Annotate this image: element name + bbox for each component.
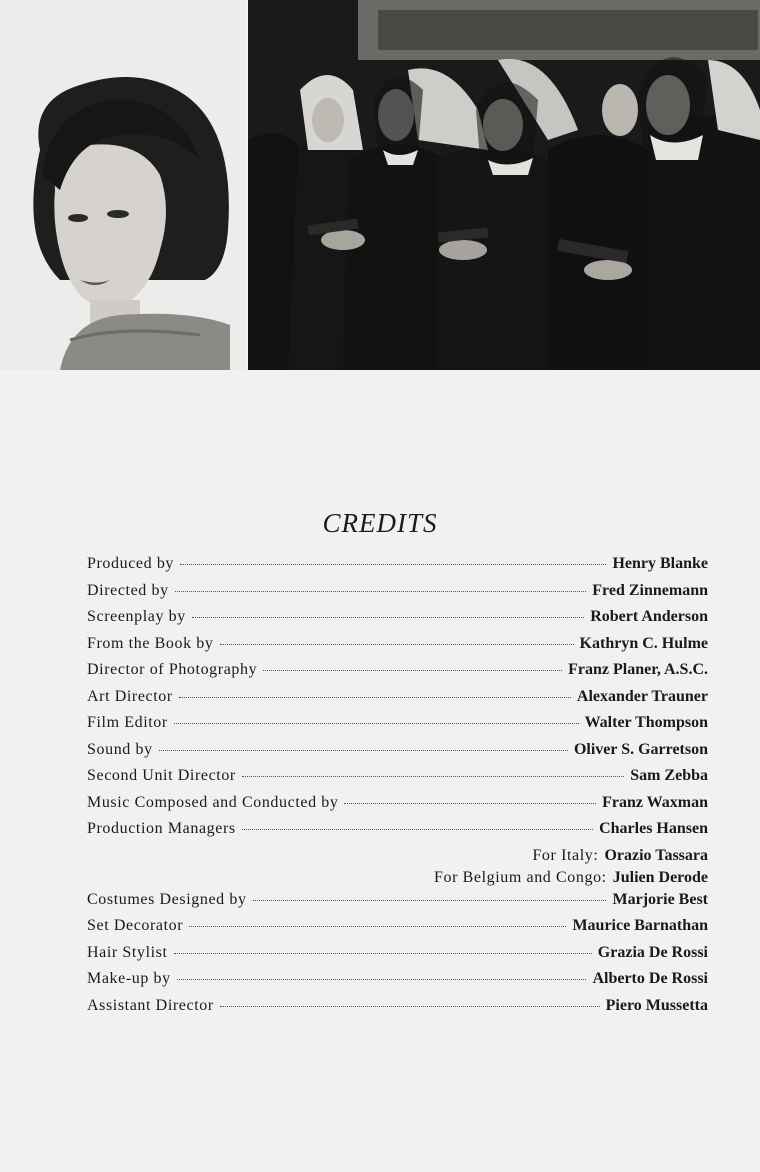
credit-role: Second Unit Director — [87, 767, 236, 784]
credit-name: Walter Thompson — [584, 714, 708, 731]
credit-sublabel: For Italy: — [532, 846, 599, 864]
credit-name: Franz Planer, A.S.C. — [568, 661, 708, 678]
credit-subrow — [87, 869, 708, 891]
credit-row — [87, 891, 708, 918]
dotted-leader — [344, 802, 596, 804]
dotted-leader — [220, 643, 574, 645]
credit-name: Kathryn C. Hulme — [579, 634, 708, 652]
credit-name: Maurice Barnathan — [572, 917, 708, 934]
portrait-photo — [0, 0, 246, 370]
credit-subrow — [87, 847, 708, 869]
nuns-praying-photo — [248, 0, 760, 370]
credit-row — [87, 970, 708, 997]
dotted-leader — [242, 775, 624, 777]
credit-name: Charles Hansen — [599, 820, 708, 837]
credit-row — [87, 555, 708, 582]
credit-row — [87, 741, 708, 768]
credit-name: Grazia De Rossi — [597, 943, 708, 961]
credit-role: Music Composed and Conducted by — [87, 793, 339, 811]
credit-row — [87, 714, 708, 741]
credit-row — [87, 944, 708, 971]
dotted-leader — [220, 1005, 600, 1007]
dotted-leader — [263, 669, 562, 671]
credit-name: Henry Blanke — [612, 555, 708, 572]
credit-name: Oliver S. Garretson — [573, 740, 708, 758]
credit-name: Alberto De Rossi — [592, 970, 708, 987]
dotted-leader — [242, 828, 593, 830]
credit-row — [87, 635, 708, 662]
dotted-leader — [179, 696, 571, 698]
credit-role: Director of Photography — [87, 661, 258, 678]
credit-role: Film Editor — [87, 714, 168, 731]
credit-name: Sam Zebba — [630, 767, 708, 784]
credit-row — [87, 767, 708, 794]
dotted-leader — [174, 952, 592, 954]
dotted-leader — [175, 590, 587, 592]
credit-row — [87, 820, 708, 847]
credit-row — [87, 917, 708, 944]
dotted-leader — [192, 616, 584, 618]
dotted-leader — [159, 749, 568, 751]
credit-role: Directed by — [87, 581, 169, 599]
credit-row — [87, 661, 708, 688]
credits-list — [87, 555, 708, 1023]
credit-role: Hair Stylist — [87, 943, 168, 961]
credit-role: Produced by — [87, 555, 175, 572]
credit-role: Sound by — [87, 740, 153, 758]
credit-role: Costumes Designed by — [87, 890, 247, 908]
credit-row — [87, 794, 708, 821]
credit-name: Robert Anderson — [590, 608, 708, 625]
credits-title: CREDITS — [322, 508, 438, 538]
dotted-leader — [177, 978, 587, 980]
credit-role: Production Managers — [87, 820, 236, 837]
credit-name: Orazio Tassara — [604, 846, 708, 864]
credit-name: Alexander Trauner — [576, 687, 708, 705]
credit-role: From the Book by — [87, 634, 214, 652]
credit-name: Piero Mussetta — [605, 996, 708, 1014]
credit-role: Art Director — [87, 687, 173, 705]
dotted-leader — [180, 563, 606, 565]
credit-role: Assistant Director — [87, 996, 214, 1014]
credit-row — [87, 688, 708, 715]
credit-sublabel: For Belgium and Congo: — [433, 868, 607, 886]
credit-name: Franz Waxman — [602, 793, 708, 811]
credit-name: Julien Derode — [612, 868, 708, 886]
credit-name: Fred Zinnemann — [592, 581, 708, 599]
credit-role: Screenplay by — [87, 608, 186, 625]
credit-name: Marjorie Best — [612, 890, 708, 908]
credit-row — [87, 997, 708, 1024]
credit-row — [87, 608, 708, 635]
dotted-leader — [174, 722, 579, 724]
dotted-leader — [189, 925, 566, 927]
credit-row — [87, 582, 708, 609]
credit-role: Set Decorator — [87, 917, 184, 934]
dotted-leader — [253, 899, 607, 901]
credit-role: Make-up by — [87, 970, 171, 987]
